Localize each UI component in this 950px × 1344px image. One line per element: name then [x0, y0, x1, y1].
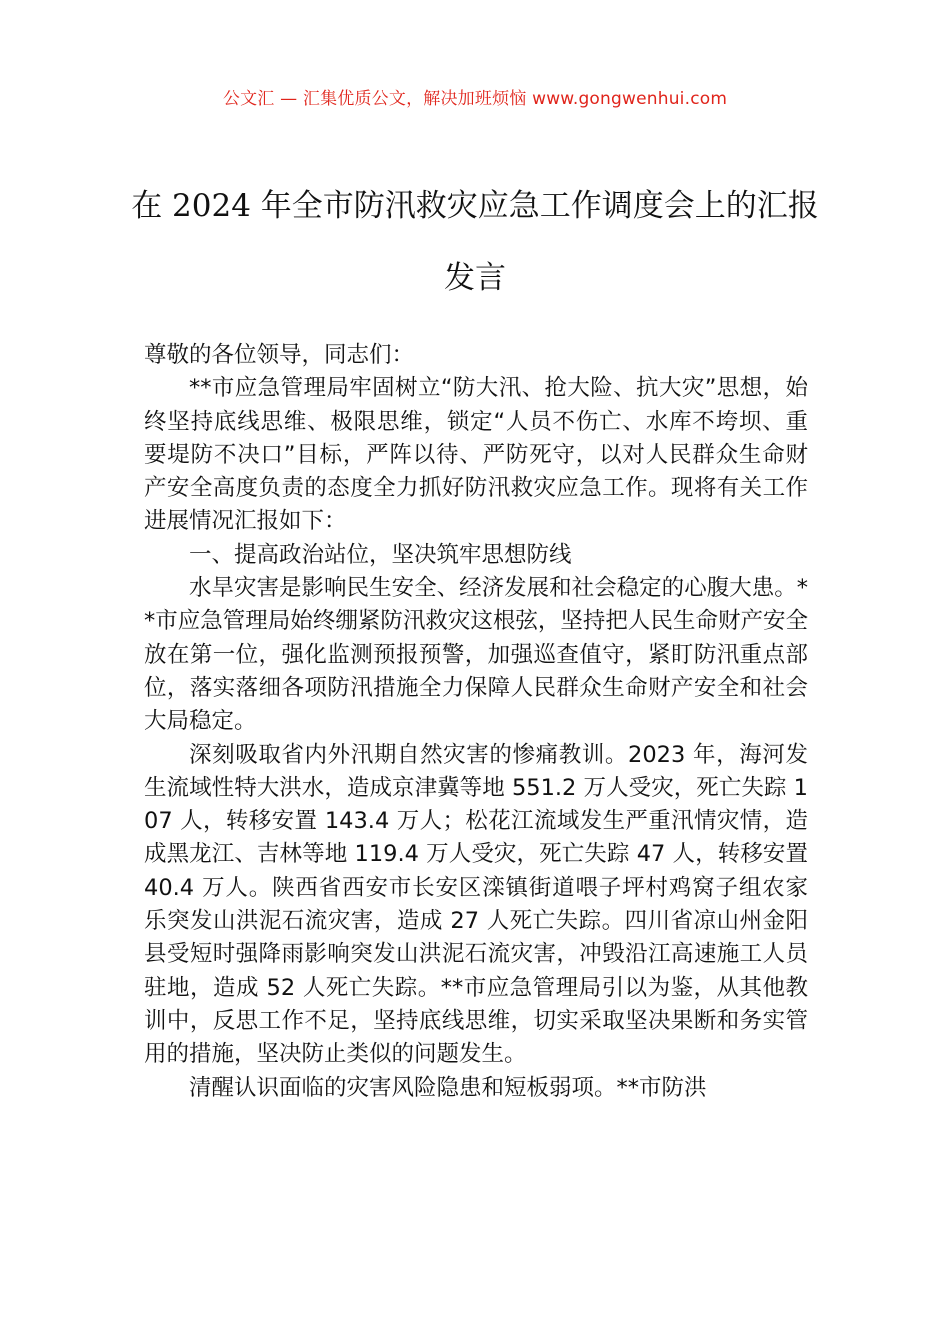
- body-paragraph: 清醒认识面临的灾害风险隐患和短板弱项。**市防洪: [189, 1074, 707, 1101]
- section-heading: 一、提高政治站位，坚决筑牢思想防线: [189, 541, 572, 568]
- document-title: 在 2024 年全市防汛救灾应急工作调度会上的汇报发言: [131, 188, 819, 296]
- site-banner: 公文汇 — 汇集优质公文，解决加班烦恼 www.gongwenhui.com: [222, 89, 728, 109]
- body-paragraph: 水旱灾害是影响民生安全、经济发展和社会稳定的心腹大患。**市应急管理局始终绷紧防汛救灾这根弦，坚持把人民生命财产安全放在第一位，强化监测预报预警，加强巡查值守，紧盯防汛重点部位，落实落细各项防汛措施全力保障人民群众生命财产安全和社会大局稳定。: [144, 575, 808, 735]
- document-body: [144, 339, 808, 1105]
- body-paragraph: 深刻吸取省内外汛期自然灾害的惨痛教训。2023 年，海河发生流域性特大洪水，造成京津冀等地 551.2 万人受灾，死亡失踪 107 人，转移安置 143.4 万人；松花江流域发生严重汛情灾情，造成黑龙江、吉林等地 119.4 万人受灾，死亡失踪 47 人，转移安置 40.4 万人。陕西省西安市长安区滦镇街道喂子坪村鸡窝子组农家乐突发山洪泥石流灾害，造成 27 人死亡失踪。四川省凉山州金阳县受短时强降雨影响突发山洪泥石流灾害，冲毁沿江高速施工人员驻地，造成 52 人死亡失踪。**市应急管理局引以为鉴，从其他教训中，反思工作不足，坚持底线思维，切实采取坚决果断和务实管用的措施，坚决防止类似的问题发生。: [144, 741, 808, 1068]
- intro-paragraph: **市应急管理局牢固树立“防大汛、抢大险、抗大灾”思想，始终坚持底线思维、极限思维，锁定“人员不伤亡、水库不垮坝、重要堤防不决口”目标，严阵以待、严防死守，以对人民群众生命财产安全高度负责的态度全力抓好防汛救灾应急工作。现将有关工作进展情况汇报如下：: [144, 375, 808, 535]
- salutation: 尊敬的各位领导，同志们：: [144, 342, 415, 368]
